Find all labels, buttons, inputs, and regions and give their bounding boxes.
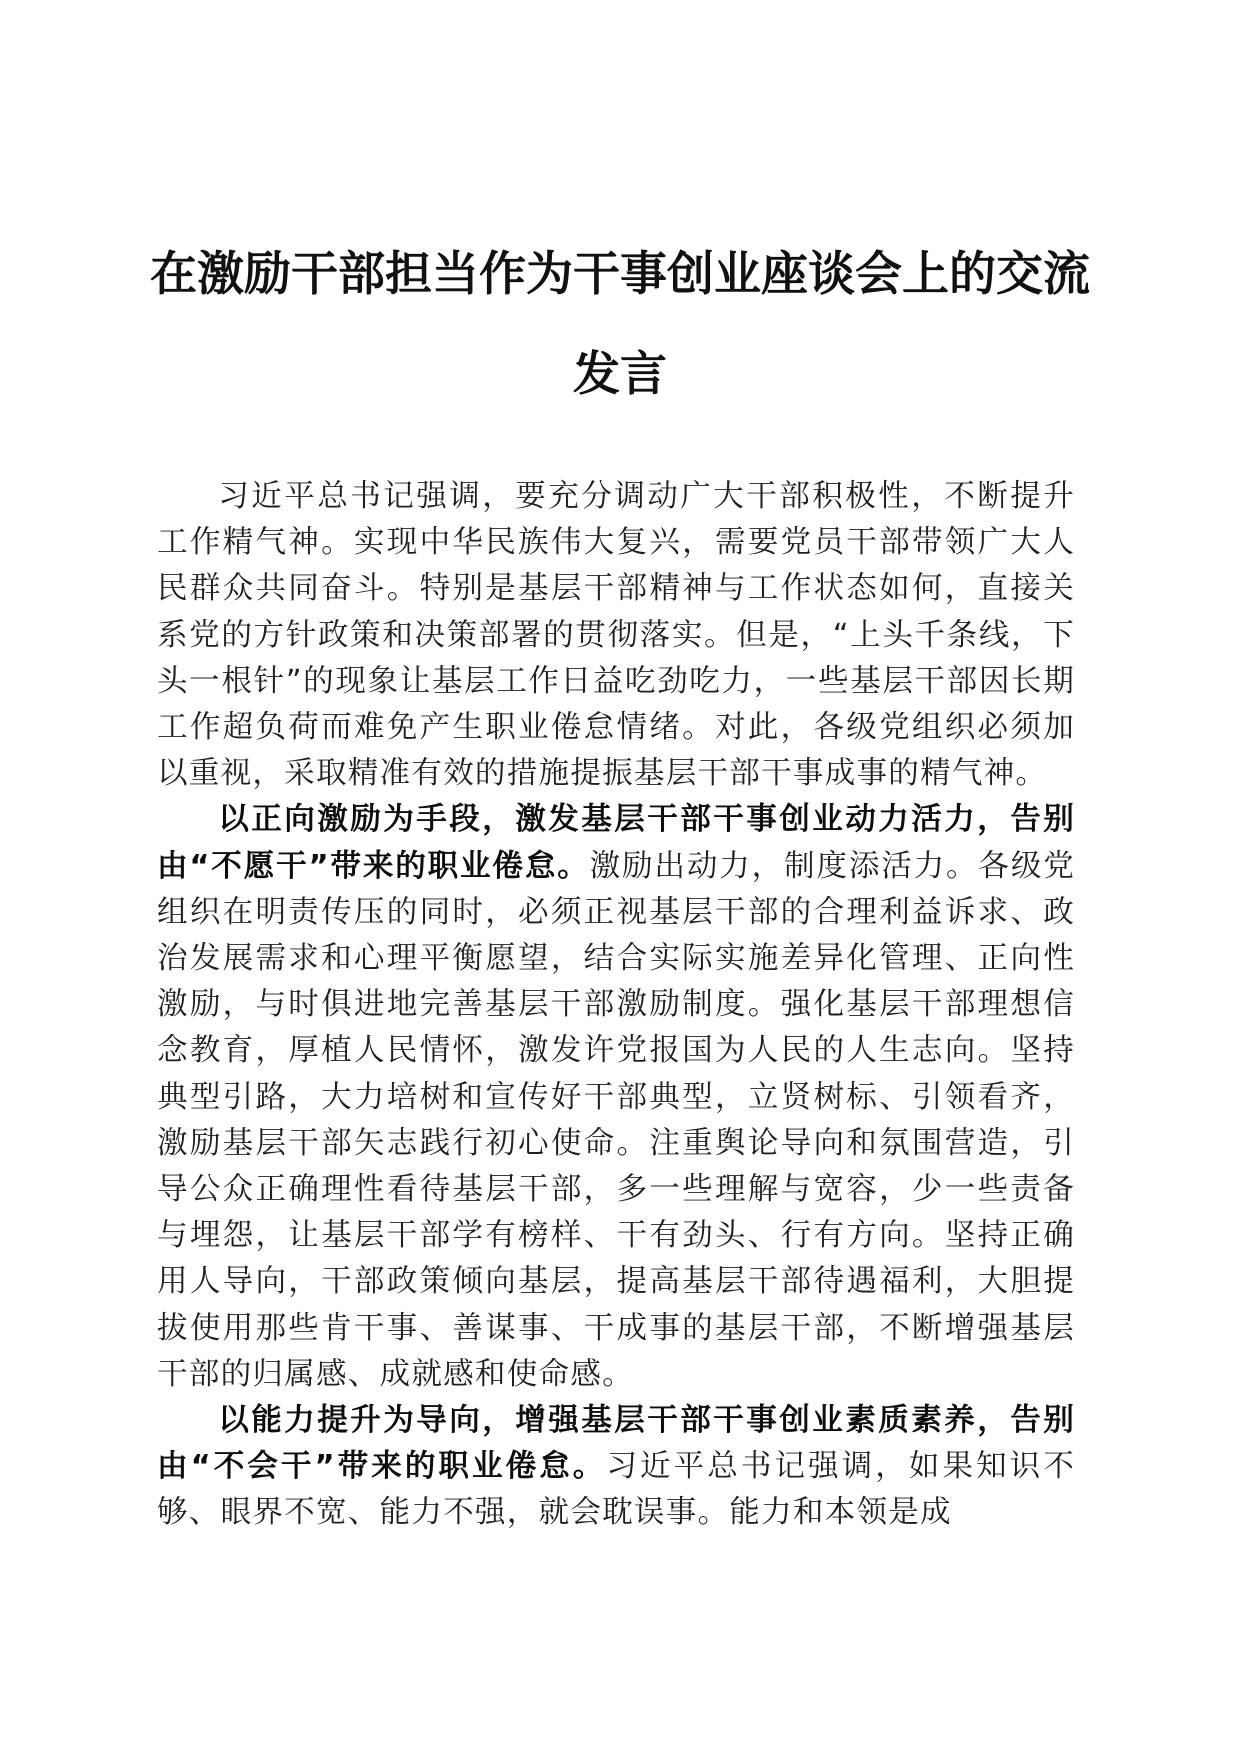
paragraph-ability-text: 习近平总书记强调，如果知识不够、眼界不宽、能力不强，就会耽误事。能力和本领是成: [157, 1449, 1075, 1531]
document-title: [150, 225, 1090, 425]
paragraph-ability-lead: 以能力提升为导向，增强基层干部干事创业素质素养，告别由“不会干”带来的职业倦怠。: [157, 1403, 1075, 1485]
paragraph-incentive: [157, 797, 1075, 1398]
document-body: [157, 474, 1075, 1537]
paragraph-ability: [157, 1398, 1075, 1537]
paragraph-incentive-lead: 以正向激励为手段，激发基层干部干事创业动力活力，告别由“不愿干”带来的职业倦怠。: [157, 802, 1075, 884]
title-line-1: 在激励干部担当作为干事创业座谈会上的交流: [150, 247, 1090, 302]
paragraph-intro-text: 习近平总书记强调，要充分调动广大干部积极性，不断提升工作精气神。实现中华民族伟大复兴，需要党员干部带领广大人民群众共同奋斗。特别是基层干部精神与工作状态如何，直接关系党的方针政策和决策部署的贯彻落实。但是，“上头千条线，下头一根针”的现象让基层工作日益吃劲吃力，一些基层干部因长期工作超负荷而难免产生职业倦怠情绪。对此，各级党组织必须加以重视，采取精准有效的措施提振基层干部干事成事的精气神。: [157, 479, 1075, 792]
paragraph-incentive-text: 激励出动力，制度添活力。各级党组织在明责传压的同时，必须正视基层干部的合理利益诉求、政治发展需求和心理平衡愿望，结合实际实施差异化管理、正向性激励，与时俱进地完善基层干部激励制度。强化基层干部理想信念教育，厚植人民情怀，激发许党报国为人民的人生志向。坚持典型引路，大力培树和宣传好干部典型，立贤树标、引领看齐，激励基层干部矢志践行初心使命。注重舆论导向和氛围营造，引导公众正确理性看待基层干部，多一些理解与宽容，少一些责备与埋怨，让基层干部学有榜样、干有劲头、行有方向。坚持正确用人导向，干部政策倾向基层，提高基层干部待遇福利，大胆提拔使用那些肯干事、善谋事、干成事的基层干部，不断增强基层干部的归属感、成就感和使命感。: [157, 848, 1076, 1392]
title-line-2: 发言: [573, 347, 667, 402]
paragraph-intro: [157, 474, 1075, 797]
